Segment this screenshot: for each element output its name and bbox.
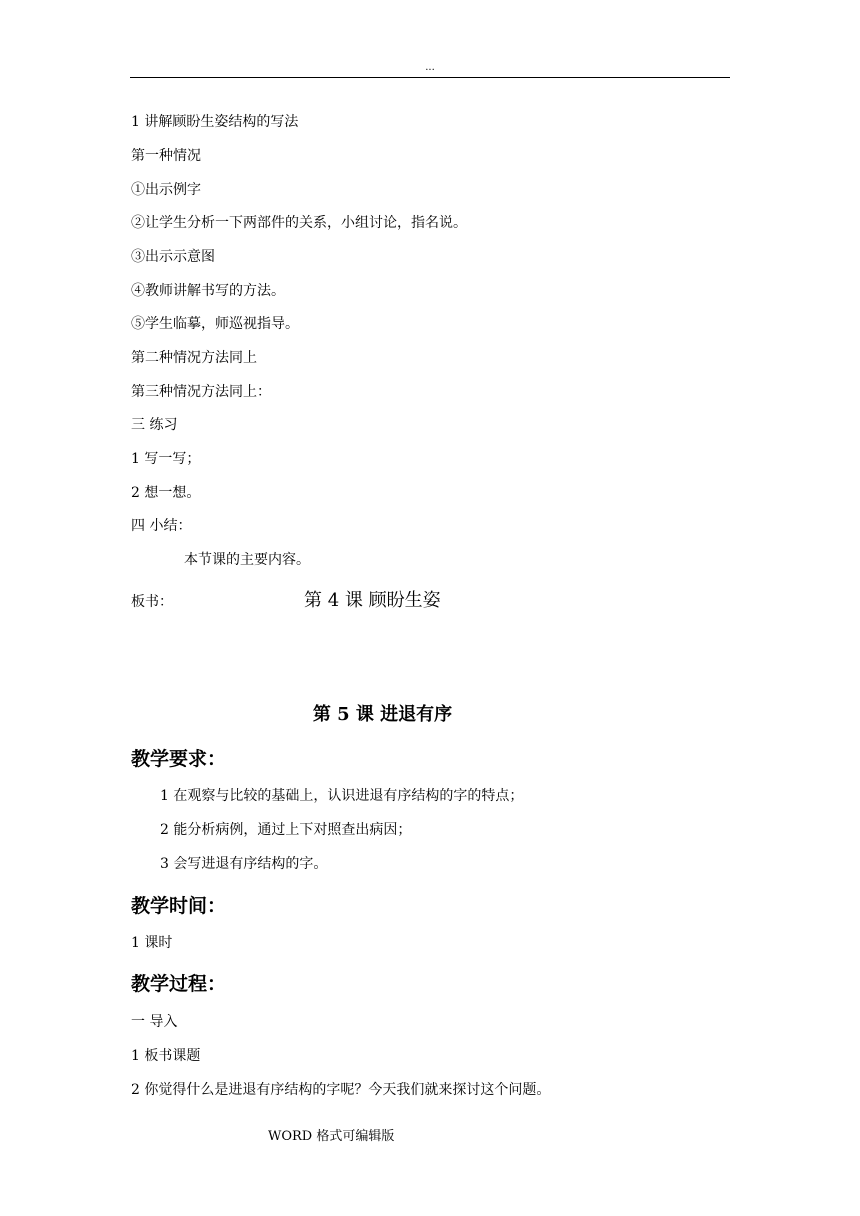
section-heading-process: 教学过程：	[131, 973, 227, 995]
page-footer: WORD 格式可编辑版	[268, 1129, 395, 1144]
text-line: ⑤学生临摹，师巡视指导。	[131, 316, 299, 332]
text-line: ④教师讲解书写的方法。	[131, 283, 285, 299]
text-line: 第三种情况方法同上：	[131, 384, 271, 400]
text-line: 2 想一想。	[131, 485, 201, 501]
text-line: ①出示例字	[131, 182, 201, 198]
section-heading-time: 教学时间：	[131, 895, 227, 917]
process-line: 一 导入	[131, 1014, 178, 1030]
text-line: 第一种情况	[131, 148, 201, 164]
text-line: 1 写一写；	[131, 451, 201, 467]
text-line: ③出示示意图	[131, 249, 215, 265]
lesson-title: 第 5 课 进退有序	[312, 704, 453, 725]
page-header-marker: ...	[425, 62, 435, 73]
text-line: 1 讲解顾盼生姿结构的写法	[131, 114, 299, 130]
process-line: 1 板书课题	[131, 1048, 201, 1064]
requirement-item: 3 会写进退有序结构的字。	[160, 856, 328, 872]
requirement-item: 2 能分析病例，通过上下对照查出病因；	[160, 822, 412, 838]
header-rule	[130, 77, 730, 78]
text-line: 四 小结：	[131, 518, 192, 534]
summary-line: 本节课的主要内容。	[184, 552, 310, 568]
section-heading-requirements: 教学要求：	[131, 748, 227, 770]
requirement-item: 1 在观察与比较的基础上，认识进退有序结构的字的特点；	[160, 788, 524, 804]
text-line: 三 练习	[131, 417, 178, 433]
process-line: 2 你觉得什么是进退有序结构的字呢？今天我们就来探讨这个问题。	[131, 1082, 551, 1098]
board-title: 第 4 课 顾盼生姿	[304, 590, 441, 611]
text-line: ②让学生分析一下两部件的关系，小组讨论，指名说。	[131, 215, 467, 231]
board-label: 板书：	[131, 594, 173, 610]
text-line: 第二种情况方法同上	[131, 350, 257, 366]
time-value: 1 课时	[131, 935, 173, 951]
